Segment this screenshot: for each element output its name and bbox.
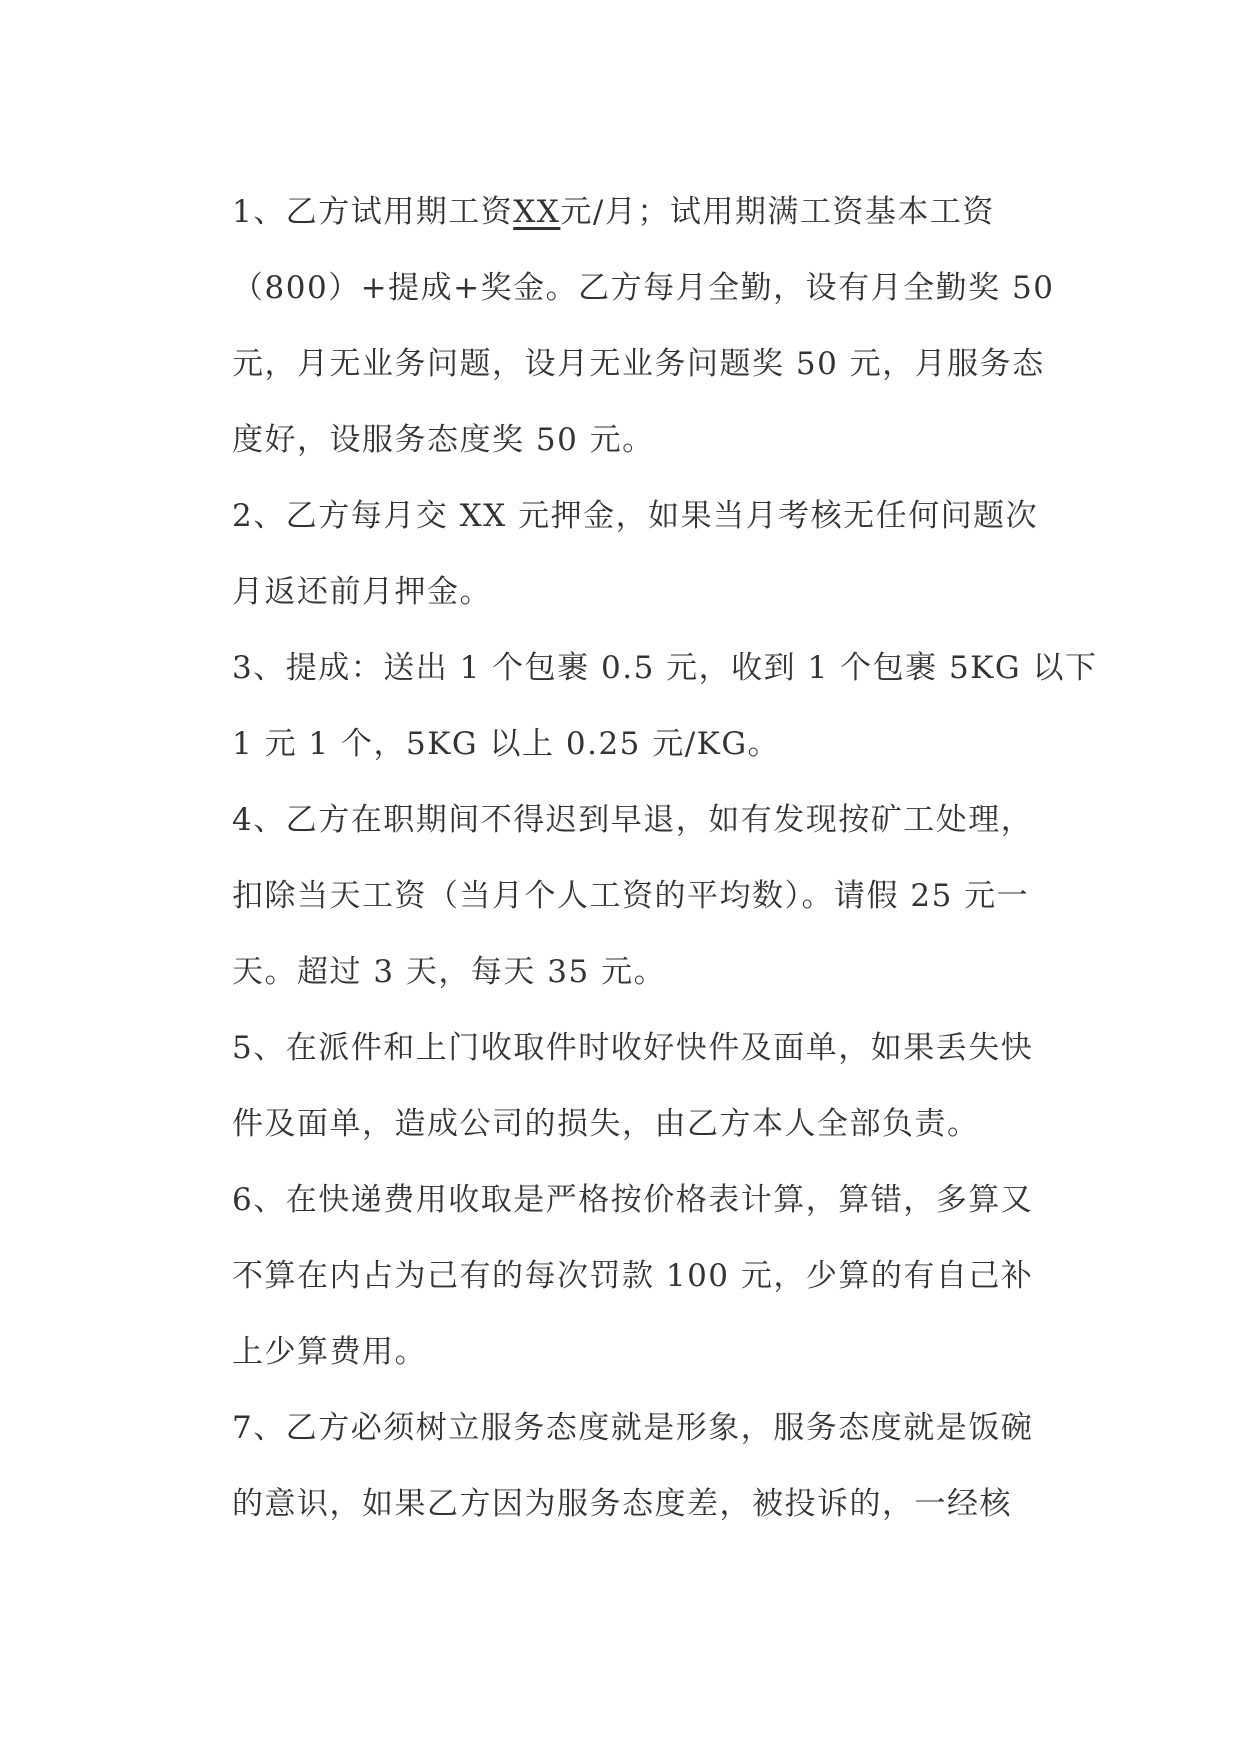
clause-line: 1、乙方试用期工资XX元/月；试用期满工资基本工资 [232,194,995,230]
underlined-placeholder: XX [513,194,561,230]
clause-line: 4、乙方在职期间不得迟到早退，如有发现按矿工处理， [232,802,1034,838]
clause-line: 的意识，如果乙方因为服务态度差，被投诉的，一经核 [232,1486,1012,1522]
document-body [232,174,1098,1542]
clause-line: 天。超过 3 天，每天 35 元。 [232,954,667,990]
clause-line: 度好，设服务态度奖 50 元。 [232,422,655,458]
clause-6 [232,1162,1052,1390]
clause-4 [232,782,1052,1010]
clause-line: 1 元 1 个，5KG 以上 0.25 元/KG。 [232,726,781,762]
clause-line: 上少算费用。 [232,1334,427,1370]
clause-7 [232,1390,1052,1542]
clause-line: 5、在派件和上门收取件时收好快件及面单，如果丢失快 [232,1030,1034,1066]
clause-line: （800）+提成+奖金。乙方每月全勤，设有月全勤奖 50 [232,270,1055,306]
clause-line: 元，月无业务问题，设月无业务问题奖 50 元，月服务态 [232,346,1045,382]
clause-3 [232,630,1098,782]
clause-line: 2、乙方每月交 XX 元押金，如果当月考核无任何问题次 [232,498,1039,534]
clause-line: 7、乙方必须树立服务态度就是形象，服务态度就是饭碗 [232,1410,1034,1446]
clause-line: 3、提成：送出 1 个包裹 0.5 元，收到 1 个包裹 5KG 以下 [232,650,1098,686]
clause-line: 扣除当天工资（当月个人工资的平均数）。请假 25 元一 [232,878,1030,914]
clause-line: 6、在快递费用收取是严格按价格表计算，算错，多算又 [232,1182,1034,1218]
clause-line: 月返还前月押金。 [232,574,492,610]
clause-2 [232,478,1052,630]
clause-line: 件及面单，造成公司的损失，由乙方本人全部负责。 [232,1106,980,1142]
clause-5 [232,1010,1052,1162]
clause-line: 不算在内占为己有的每次罚款 100 元，少算的有自己补 [232,1258,1034,1294]
clause-1 [232,174,1055,478]
